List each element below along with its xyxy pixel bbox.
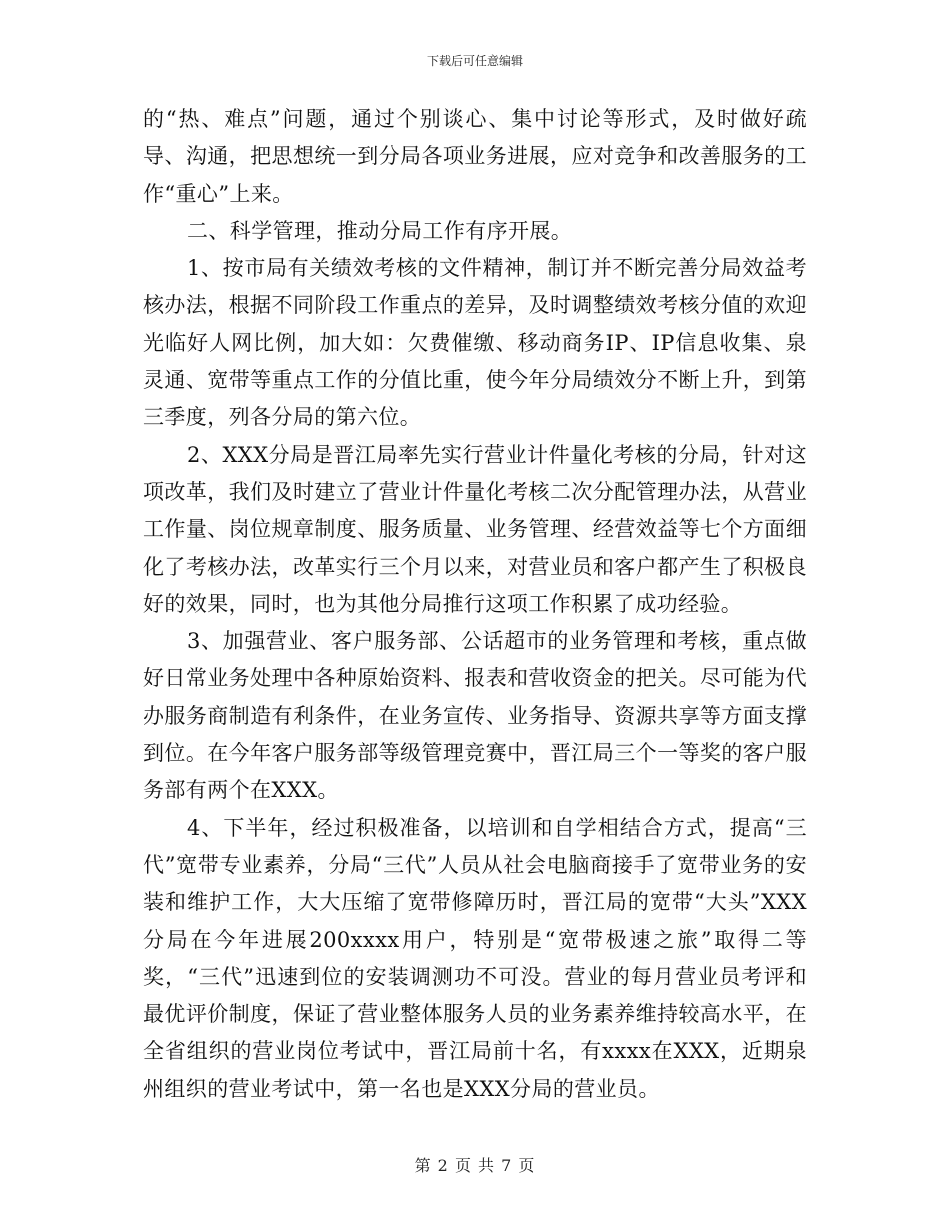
paragraph-item-3: 3、加强营业、客户服务部、公话超市的业务管理和考核，重点做好日常业务处理中各种原始资料、报表和营收资金的把关。尽可能为代办服务商制造有利条件，在业务宣传、业务指导、资源共享等方面支撑到位。在今年客户服务部等级管理竞赛中，晋江局三个一等奖的客户服务部有两个在XXX。	[143, 629, 807, 803]
page-header: 下载后可任意编辑	[426, 54, 523, 68]
paragraph-item-2: 2、XXX分局是晋江局率先实行营业计件量化考核的分局，针对这项改革，我们及时建立了营业计件量化考核二次分配管理办法，从营业工作量、岗位规章制度、服务质量、业务管理、经营效益等七个方面细化了考核办法，改革实行三个月以来，对营业员和客户都产生了积极良好的效果，同时，也为其他分局推行这项工作积累了成功经验。	[143, 442, 807, 616]
paragraph-item-4: 4、下半年，经过积极准备，以培训和自学相结合方式，提高“三代”宽带专业素养，分局“三代”人员从社会电脑商接手了宽带业务的安装和维护工作，大大压缩了宽带修障历时，晋江局的宽带“大头”XXX分局在今年进展200xxxx用户，特别是“宽带极速之旅”取得二等奖，“三代”迅速到位的安装调测功不可没。营业的每月营业员考评和最优评价制度，保证了营业整体服务人员的业务素养维持较高水平，在全省组织的营业岗位考试中，晋江局前十名，有xxxx在XXX，近期泉州组织的营业考试中，第一名也是XXX分局的营业员。	[143, 815, 807, 1101]
paragraph-continuation: 的“热、难点”问题，通过个别谈心、集中讨论等形式，及时做好疏导、沟通，把思想统一到分局各项业务进展，应对竞争和改善服务的工作“重心”上来。	[143, 107, 807, 206]
document-body	[143, 101, 807, 1108]
section-heading: 二、科学管理，推动分局工作有序开展。	[187, 218, 573, 243]
page-footer	[0, 1156, 950, 1176]
page-number: 第 2 页 共 7 页	[414, 1156, 536, 1175]
paragraph-item-1: 1、按市局有关绩效考核的文件精神，制订并不断完善分局效益考核办法，根据不同阶段工作重点的差异，及时调整绩效考核分值的欢迎光临好人网比例，加大如：欠费催缴、移动商务IP、IP信息收集、泉灵通、宽带等重点工作的分值比重，使今年分局绩效分不断上升，到第三季度，列各分局的第六位。	[143, 256, 807, 430]
